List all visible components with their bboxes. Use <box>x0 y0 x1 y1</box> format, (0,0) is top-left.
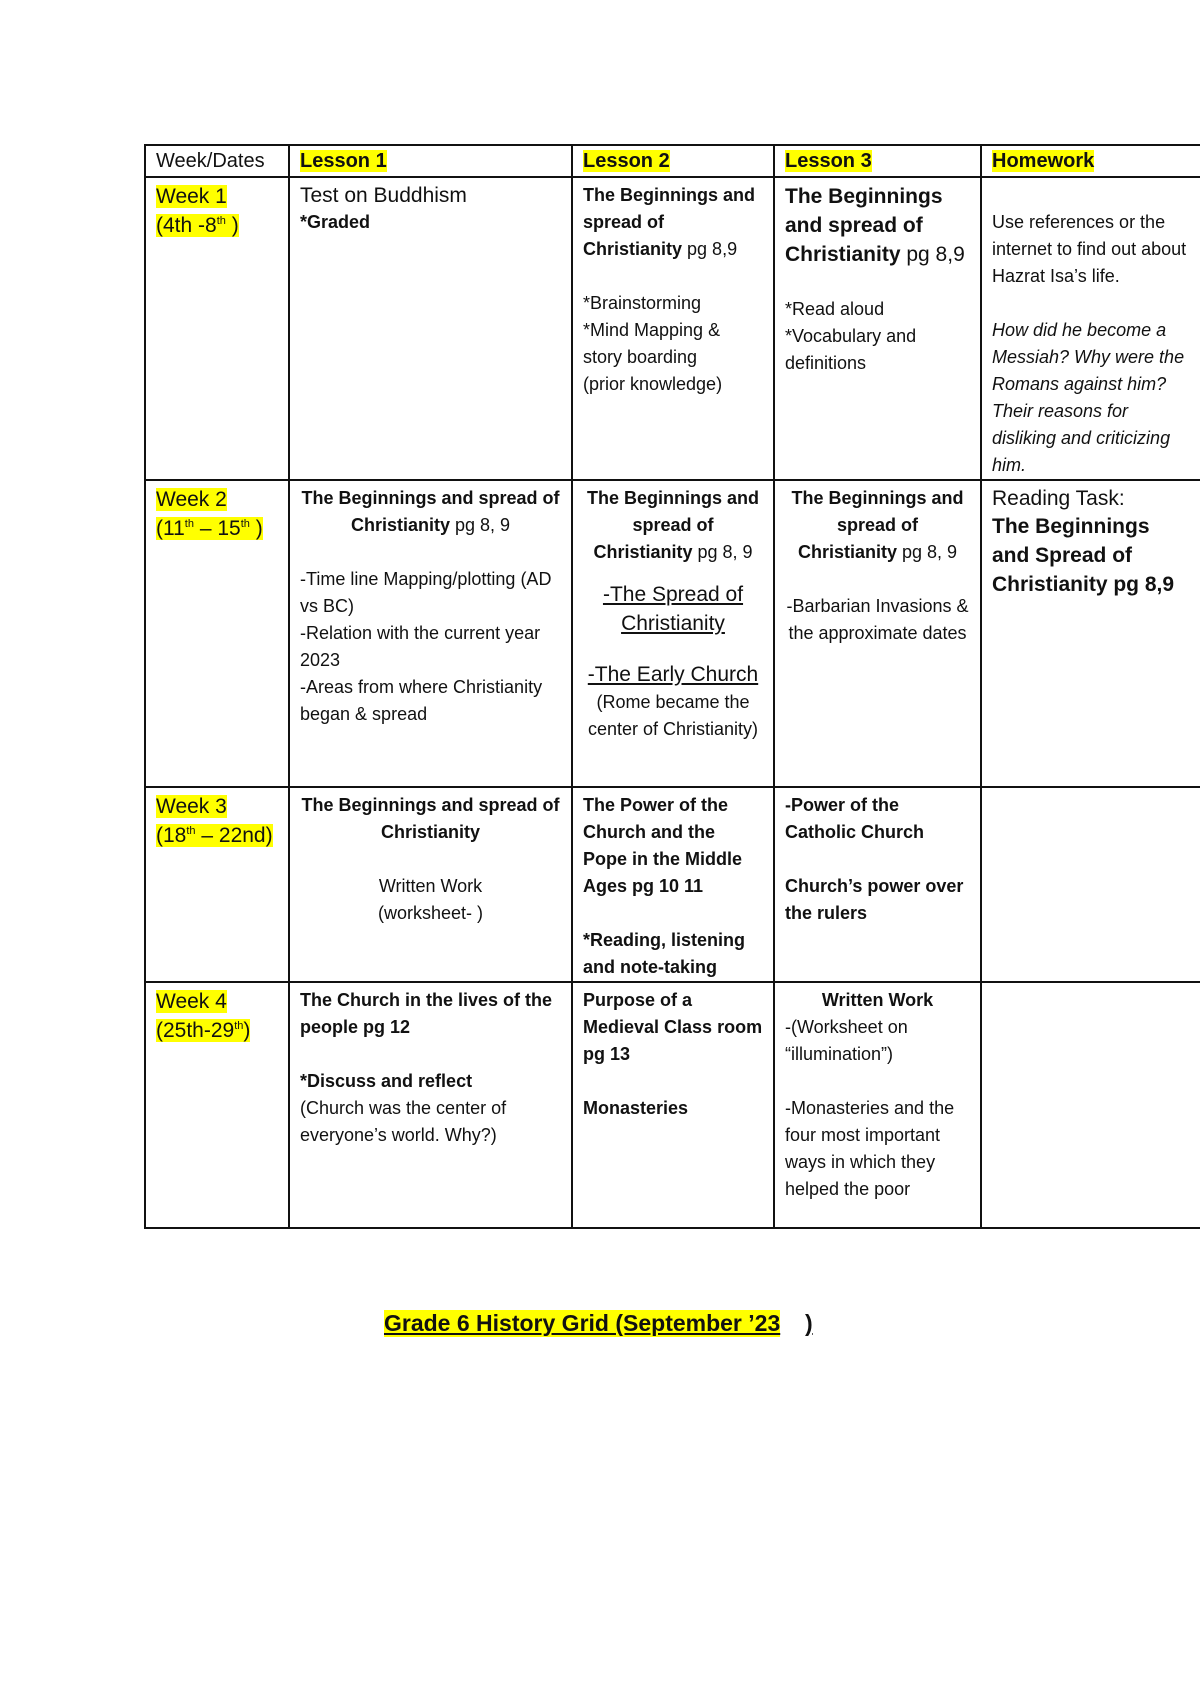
lesson-title-pages: pg 8, 9 <box>896 542 958 562</box>
week-dates-text: (11 <box>156 517 185 540</box>
lesson-title: Test on Buddhism <box>300 184 467 207</box>
week-row <box>145 982 1200 1228</box>
week-dates <box>156 214 239 237</box>
header-homework <box>981 145 1200 177</box>
lesson-detail: (Church was the center of everyone’s world. Why?) <box>300 1098 507 1145</box>
lesson-item: -Monasteries and the four most important ways in which they helped the poor <box>785 1098 955 1199</box>
lesson1-cell <box>289 982 572 1228</box>
lesson2-cell <box>572 787 774 982</box>
week-dates-end: – 22nd) <box>195 824 273 847</box>
header-week-dates <box>145 145 289 177</box>
homework-text: The Beginnings and Spread of Christianity pg 8,9 <box>992 515 1175 596</box>
homework-label: Reading Task: <box>992 487 1125 510</box>
week-dates-end: ) <box>243 1019 251 1042</box>
header-lesson2 <box>572 145 774 177</box>
week-dates-sup: th <box>216 215 226 227</box>
lesson-topic: -The Spread of Christianity <box>602 583 744 635</box>
lesson-title-bold: The Beginnings and spread of Christianity <box>785 185 943 266</box>
week-cell <box>145 787 289 982</box>
header-lesson3-label: Lesson 3 <box>785 150 872 172</box>
page-title-end: ) <box>805 1310 813 1336</box>
lesson-note: *Discuss and reflect <box>300 1071 473 1091</box>
lesson-item: -Time line Mapping/plotting (AD vs BC) <box>300 569 552 616</box>
week-label: Week 1 <box>156 185 227 208</box>
week-dates-sup: th <box>234 1020 244 1032</box>
week-dates-mid: – 15 <box>193 517 241 540</box>
week-dates-text: (4th -8 <box>156 214 217 237</box>
lesson-title-bold: The Beginnings and spread of Christianity <box>583 185 756 259</box>
lesson-title <box>300 485 561 539</box>
lesson-title-bold: The Beginnings and spread of Christianity <box>791 488 964 562</box>
week-label: Week 3 <box>156 795 227 818</box>
lesson-item: *Vocabulary and definitions <box>785 326 917 373</box>
lesson2-cell <box>572 982 774 1228</box>
week-dates-end: ) <box>225 214 239 237</box>
week-dates-end: ) <box>249 517 263 540</box>
week-dates-text: (25th-29 <box>156 1019 235 1042</box>
homework-cell <box>981 480 1200 787</box>
lesson-title <box>785 485 970 566</box>
week-dates-sup: th <box>240 518 250 530</box>
lesson-title-pages: pg 8, 9 <box>449 515 511 535</box>
page-title: Grade 6 History Grid (September ’23 <box>384 1310 781 1336</box>
lesson3-cell <box>774 177 981 480</box>
lesson-note: Monasteries <box>583 1098 689 1118</box>
week-row <box>145 787 1200 982</box>
week-cell <box>145 177 289 480</box>
header-lesson1-label: Lesson 1 <box>300 150 387 172</box>
lesson-item: (worksheet- ) <box>377 903 484 923</box>
lesson-item: -Areas from where Christianity began & spread <box>300 677 543 724</box>
lesson-topic: -The Early Church <box>587 663 759 686</box>
header-lesson2-label: Lesson 2 <box>583 150 670 172</box>
lesson-title: -Power of the Catholic Church <box>785 795 925 842</box>
lesson-title-bold: The Beginnings and spread of Christianity <box>301 488 560 535</box>
header-week-dates-label: Week/Dates <box>156 150 265 172</box>
lesson-item: -Relation with the current year 2023 <box>300 623 541 670</box>
history-grid-table <box>144 144 1200 1229</box>
lesson-item: *Brainstorming <box>583 293 702 313</box>
lesson3-cell <box>774 480 981 787</box>
header-lesson3 <box>774 145 981 177</box>
week-row <box>145 177 1200 480</box>
lesson1-cell <box>289 787 572 982</box>
lesson-title: The Power of the Church and the Pope in the Middle Ages pg 10 11 <box>583 795 743 896</box>
lesson1-cell <box>289 480 572 787</box>
week-dates-sup: th <box>184 518 194 530</box>
week-dates-text: (18 <box>156 824 187 847</box>
lesson-title <box>583 182 763 263</box>
week-dates <box>156 1019 250 1042</box>
lesson-title-pages: pg 8,9 <box>900 243 965 266</box>
lesson-title: The Beginnings and spread of Christianity <box>301 795 560 842</box>
week-row <box>145 480 1200 787</box>
week-label: Week 4 <box>156 990 227 1013</box>
lesson-title: The Church in the lives of the people pg 12 <box>300 990 553 1037</box>
lesson3-cell <box>774 982 981 1228</box>
lesson-title-bold: The Beginnings and spread of Christianity <box>586 488 759 562</box>
lesson1-cell <box>289 177 572 480</box>
lesson3-cell <box>774 787 981 982</box>
lesson-item: *Read aloud <box>785 299 885 319</box>
lesson-title: Written Work <box>821 990 934 1010</box>
lesson-note: Church’s power over the rulers <box>785 876 964 923</box>
header-lesson1 <box>289 145 572 177</box>
header-homework-label: Homework <box>992 150 1095 172</box>
week-cell <box>145 982 289 1228</box>
lesson-title <box>583 485 763 566</box>
homework-question: How did he become a Messiah? Why were the Romans against him? Their reasons for disliking and criticizing him. <box>992 320 1185 475</box>
lesson-note: *Reading, listening and note-taking <box>583 930 746 977</box>
lesson-note: *Graded <box>300 212 371 232</box>
lesson-item: *Mind Mapping & story boarding <box>583 320 721 367</box>
lesson-title-pages: pg 8,9 <box>682 239 738 259</box>
homework-text: Use references or the internet to find out about Hazrat Isa’s life. <box>992 212 1187 286</box>
lesson-title: Purpose of a Medieval Class room pg 13 <box>583 990 763 1064</box>
homework-cell <box>981 177 1200 480</box>
lesson2-cell <box>572 480 774 787</box>
lesson-title-pages: pg 8, 9 <box>692 542 753 562</box>
week-label: Week 2 <box>156 488 227 511</box>
header-row <box>145 145 1200 177</box>
lesson2-cell <box>572 177 774 480</box>
homework-cell <box>981 982 1200 1228</box>
lesson-title <box>785 182 970 269</box>
homework-cell <box>981 787 1200 982</box>
week-dates-sup: th <box>186 825 196 837</box>
week-dates <box>156 517 263 540</box>
lesson-note: (Rome became the center of Christianity) <box>587 692 759 739</box>
lesson-note: -Barbarian Invasions & the approximate dates <box>786 596 969 643</box>
lesson-item: Written Work <box>378 876 483 896</box>
lesson-item: (prior knowledge) <box>583 374 723 394</box>
week-cell <box>145 480 289 787</box>
lesson-item: -(Worksheet on “illumination”) <box>785 1017 908 1064</box>
week-dates <box>156 824 273 847</box>
